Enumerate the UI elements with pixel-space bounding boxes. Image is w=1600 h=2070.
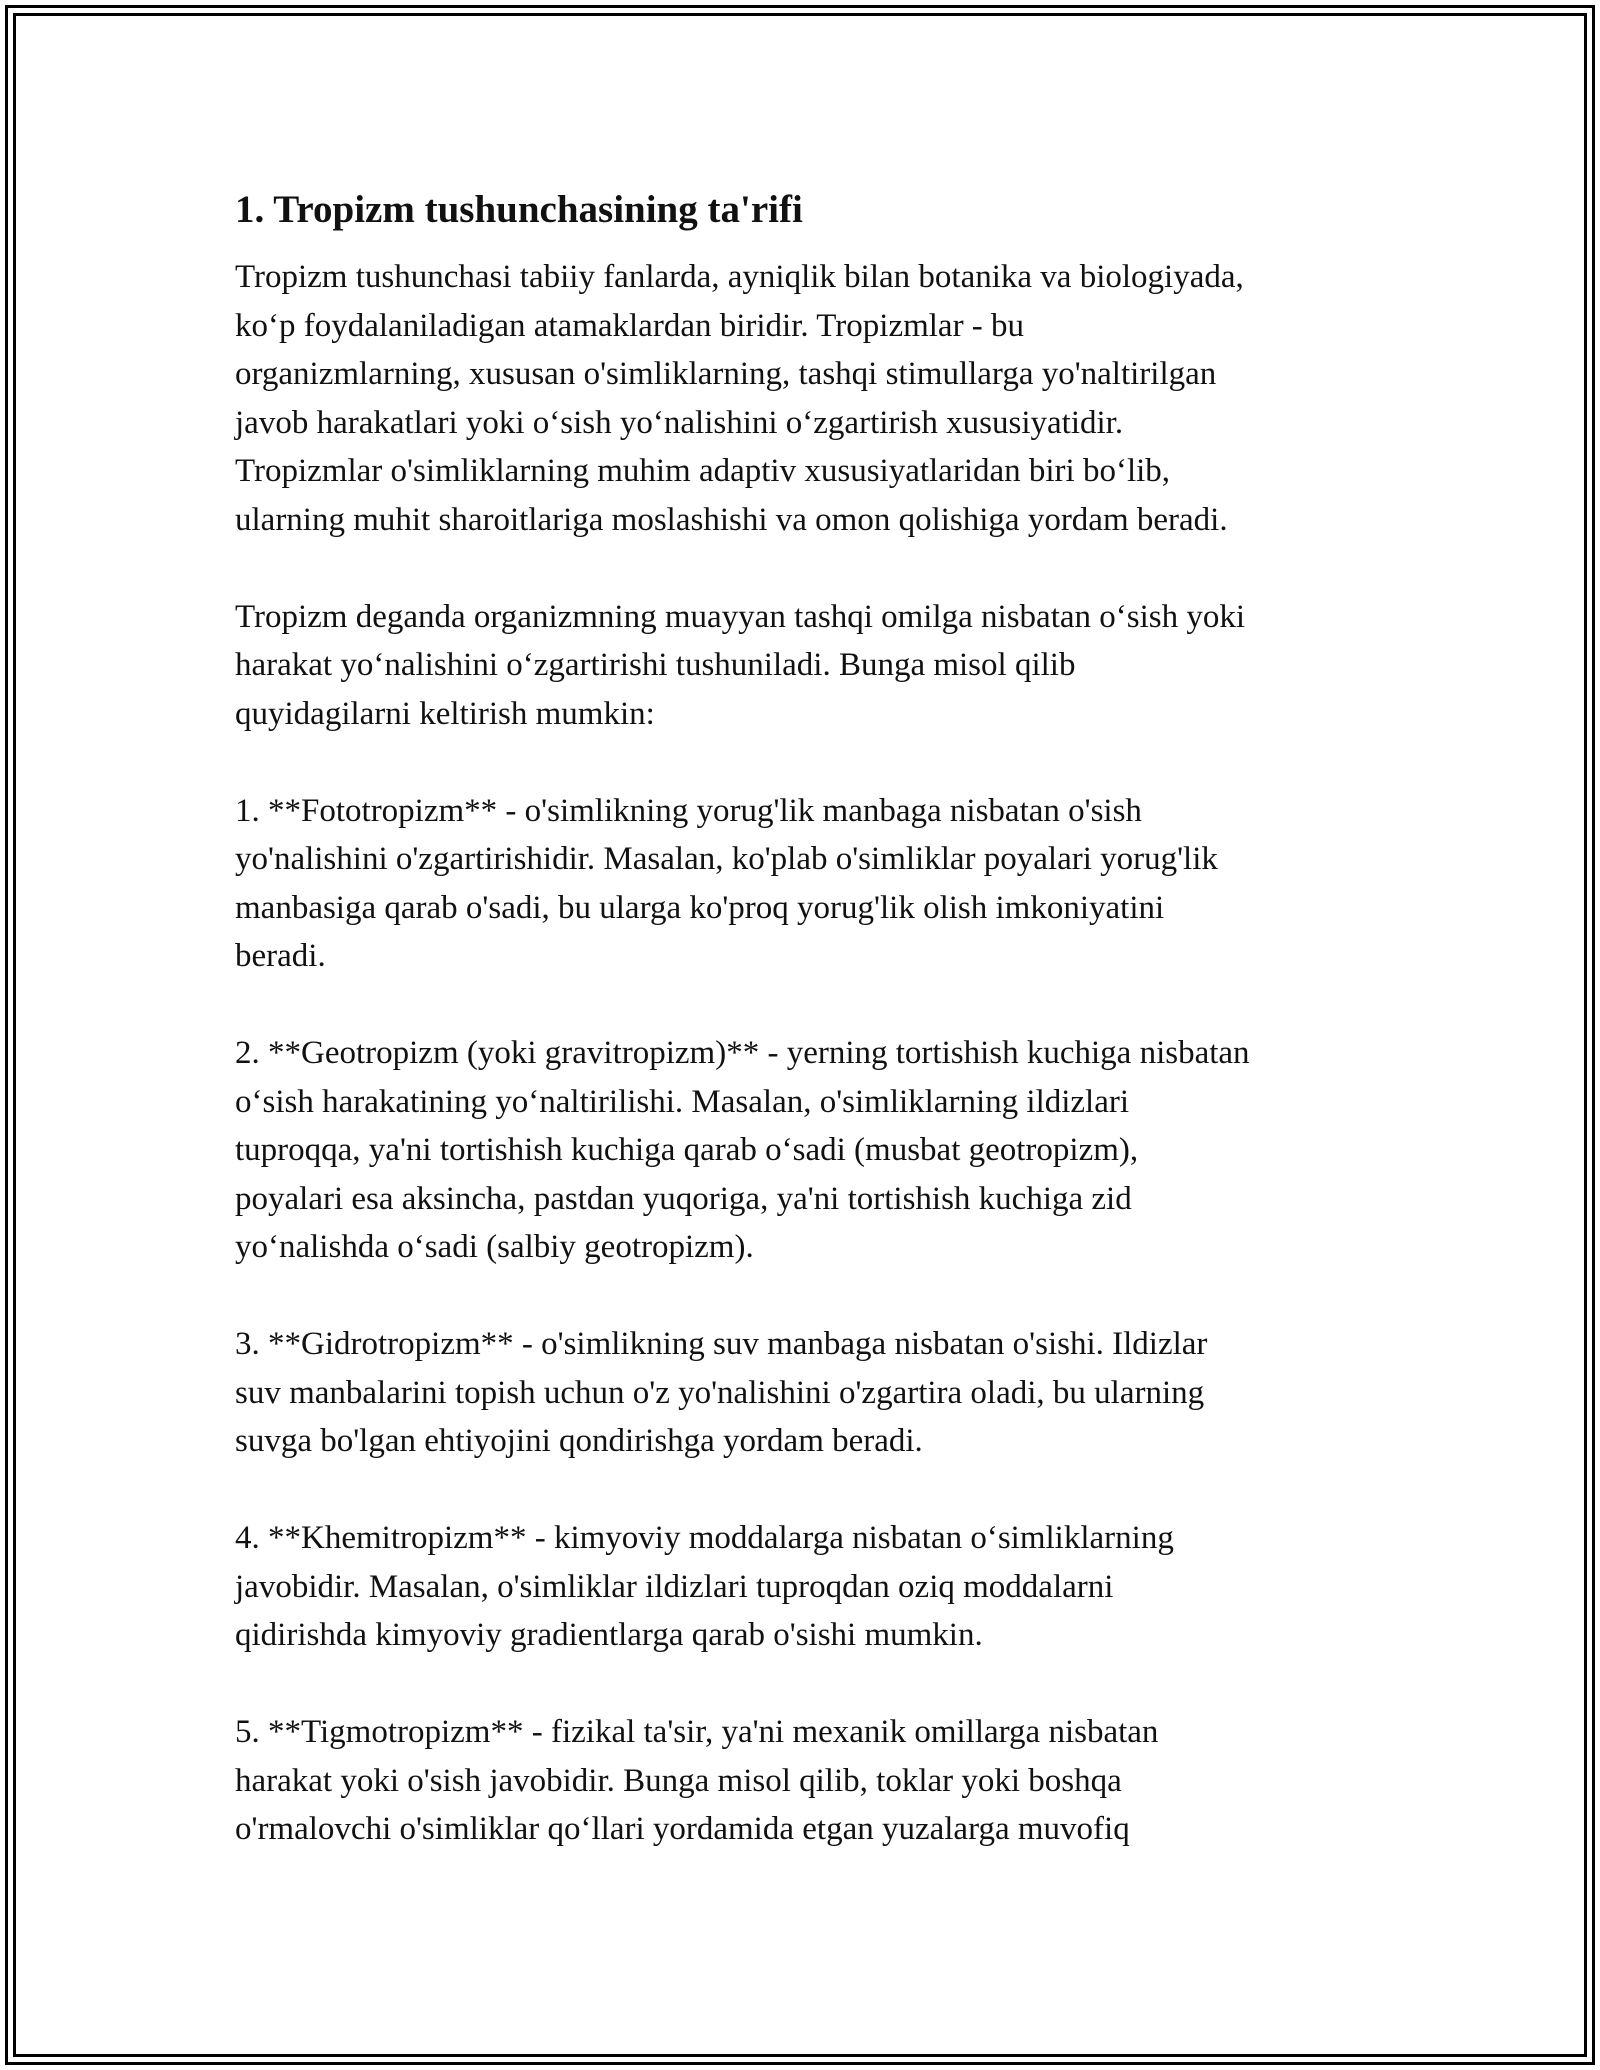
text-line: harakat yoki o'sish javobidir. Bunga misol qilib, toklar yoki boshqa <box>235 1762 1122 1799</box>
list-item-gidrotropizm <box>235 1320 1375 1466</box>
list-item-tigmotropizm <box>235 1708 1375 1854</box>
text-line: Tropizmlar o'simliklarning muhim adaptiv xususiyatlaridan biri bo‘lib, <box>235 453 1171 489</box>
text-line: o'rmalovchi o'simliklar qo‘llari yordamida etgan yuzalarga muvofiq <box>235 1811 1130 1847</box>
text-line: quyidagilarni keltirish mumkin: <box>235 695 655 732</box>
text-line: ularning muhit sharoitlariga moslashishi va omon qolishiga yordam beradi. <box>235 501 1228 538</box>
list-item-geotropizm <box>235 1029 1375 1272</box>
paragraph-definition <box>235 253 1375 544</box>
list-item-fototropizm <box>235 787 1375 981</box>
text-line: 2. **Geotropizm (yoki gravitropizm)** - yerning tortishish kuchiga nisbatan <box>235 1035 1250 1071</box>
text-line: 5. **Tigmotropizm** - fizikal ta'sir, ya'ni mexanik omillarga nisbatan <box>235 1714 1159 1750</box>
text-line: tuproqqa, ya'ni tortishish kuchiga qarab o‘sadi (musbat geotropizm), <box>235 1132 1139 1168</box>
text-line: 3. **Gidrotropizm** - o'simlikning suv manbaga nisbatan o'sishi. Ildizlar <box>235 1326 1208 1362</box>
text-line: o‘sish harakatining yo‘naltirilishi. Masalan, o'simliklarning ildizlari <box>235 1083 1130 1120</box>
text-line: javobidir. Masalan, o'simliklar ildizlari tuproqdan oziq moddalarni <box>235 1568 1114 1605</box>
text-line: beradi. <box>235 938 326 974</box>
text-line: Tropizm deganda organizmning muayyan tashqi omilga nisbatan o‘sish yoki <box>235 598 1246 635</box>
text-line: javob harakatlari yoki o‘sish yo‘nalishini o‘zgartirish xususiyatidir. <box>235 404 1124 441</box>
text-line: harakat yo‘nalishini o‘zgartirishi tushuniladi. Bunga misol qilib <box>235 647 1076 683</box>
text-line: yo'nalishini o'zgartirishidir. Masalan, ko'plab o'simliklar poyalari yorug'lik <box>235 841 1218 877</box>
text-line: suv manbalarini topish uchun o'z yo'nalishini o'zgartira oladi, bu ularning <box>235 1374 1205 1411</box>
text-line: manbasiga qarab o'sadi, bu ularga ko'proq yorug'lik olish imkoniyatini <box>235 889 1165 926</box>
text-line: Tropizm tushunchasi tabiiy fanlarda, ayniqlik bilan botanika va biologiyada, <box>235 259 1244 295</box>
text-line: poyalari esa aksincha, pastdan yuqoriga, ya'ni tortishish kuchiga zid <box>235 1180 1132 1217</box>
text-line: organizmlarning, xususan o'simliklarning, tashqi stimullarga yo'naltirilgan <box>235 356 1217 392</box>
text-line: ko‘p foydalaniladigan atamaklardan biridir. Tropizmlar - bu <box>235 307 1025 344</box>
list-item-khemitropizm <box>235 1514 1375 1660</box>
text-line: yo‘nalishda o‘sadi (salbiy geotropizm). <box>235 1229 754 1265</box>
text-line: 1. **Fototropizm** - o'simlikning yorug'lik manbaga nisbatan o'sish <box>235 792 1142 829</box>
document-body <box>235 185 1375 1902</box>
text-line: qidirishda kimyoviy gradientlarga qarab o'sishi mumkin. <box>235 1617 983 1653</box>
section-heading: 1. Tropizm tushunchasining ta'rifi <box>235 188 803 231</box>
text-line: suvga bo'lgan ehtiyojini qondirishga yordam beradi. <box>235 1423 923 1459</box>
paragraph-intro-examples <box>235 593 1375 739</box>
text-line: 4. **Khemitropizm** - kimyoviy moddalarga nisbatan o‘simliklarning <box>235 1520 1174 1556</box>
